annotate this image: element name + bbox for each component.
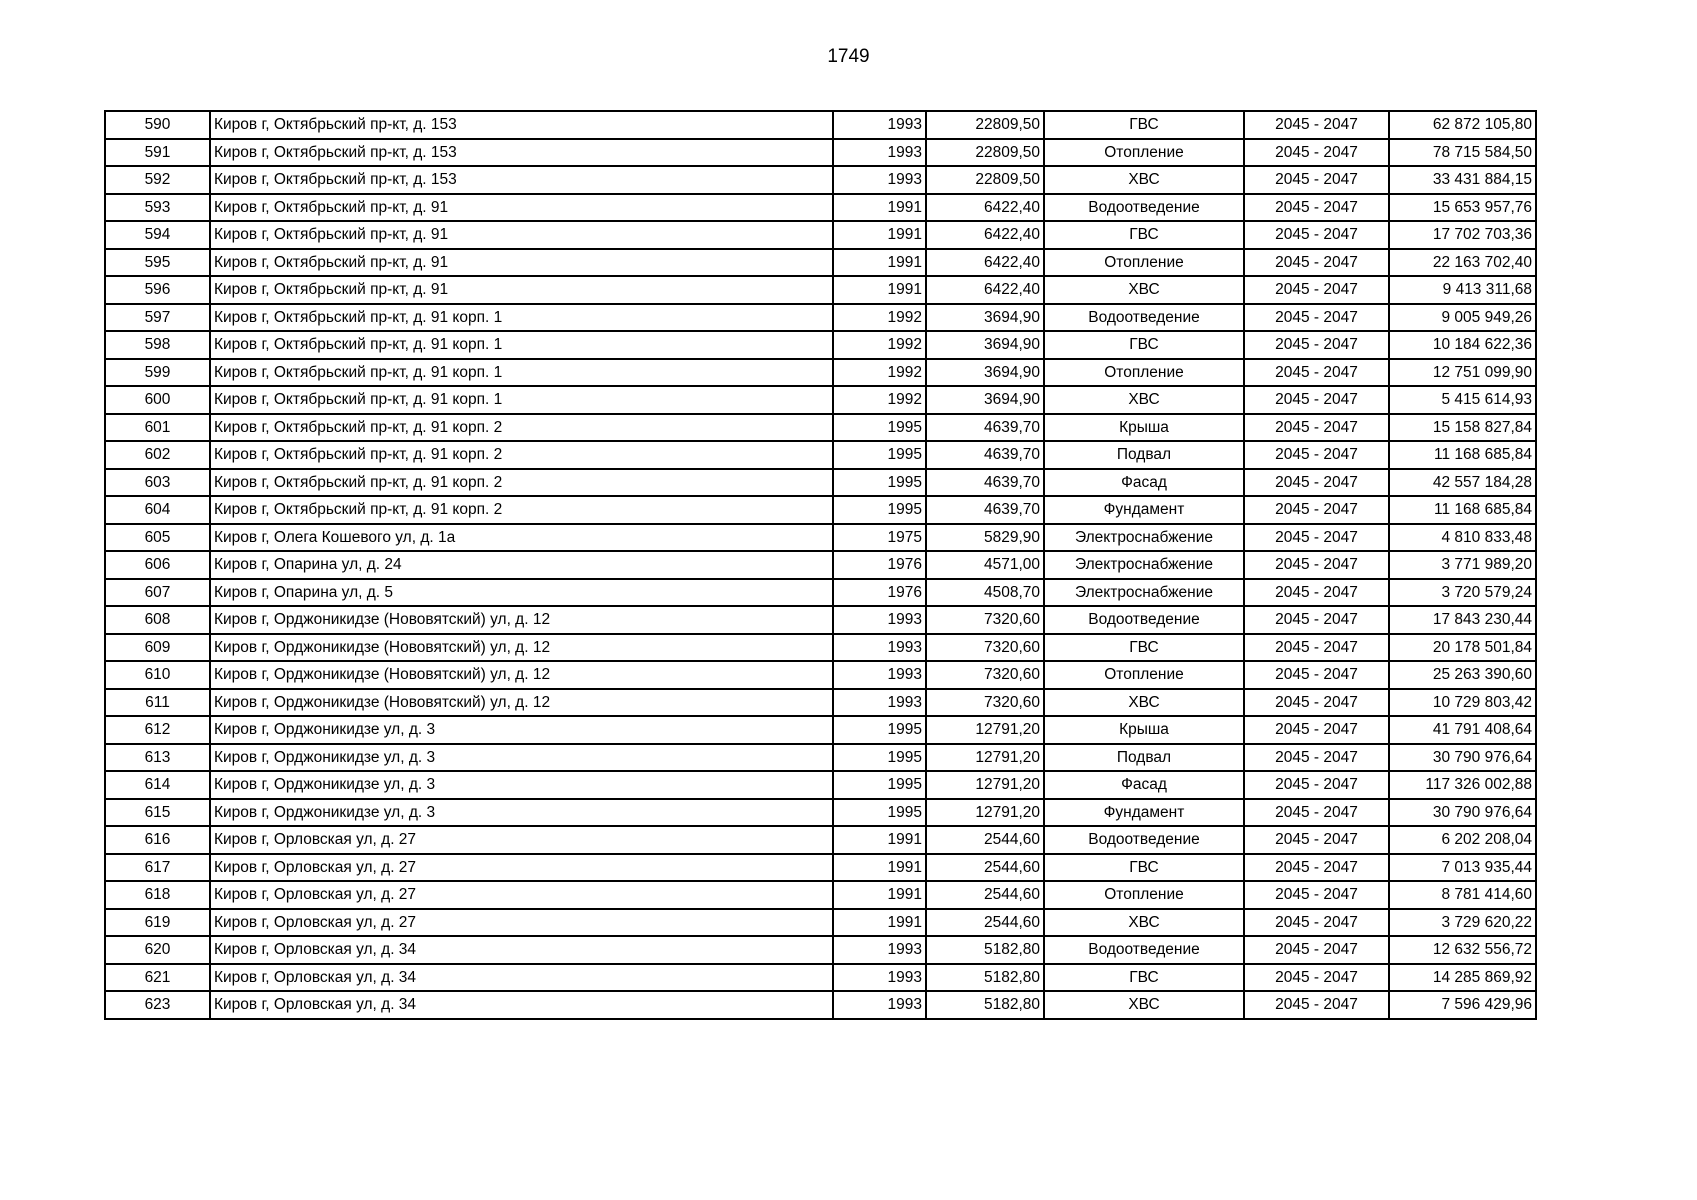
- table-row: [105, 414, 1536, 442]
- work-type-cell: ХВС: [1044, 166, 1244, 194]
- cost-cell: 10 729 803,42: [1389, 689, 1536, 717]
- row-number-cell: 616: [105, 826, 210, 854]
- row-number-cell: 590: [105, 111, 210, 139]
- period-cell: 2045 - 2047: [1244, 909, 1389, 937]
- year-built-cell: 1993: [833, 634, 926, 662]
- work-type-cell: Отопление: [1044, 359, 1244, 387]
- page-number: 1749: [827, 46, 870, 67]
- period-cell: 2045 - 2047: [1244, 799, 1389, 827]
- table-row: [105, 771, 1536, 799]
- period-cell: 2045 - 2047: [1244, 964, 1389, 992]
- row-number-cell: 612: [105, 716, 210, 744]
- address-cell: Киров г, Орловская ул, д. 34: [210, 936, 833, 964]
- work-type-cell: Водоотведение: [1044, 606, 1244, 634]
- year-built-cell: 1992: [833, 304, 926, 332]
- area-cell: 2544,60: [926, 826, 1044, 854]
- period-cell: 2045 - 2047: [1244, 139, 1389, 167]
- period-cell: 2045 - 2047: [1244, 744, 1389, 772]
- table-row: [105, 964, 1536, 992]
- year-built-cell: 1995: [833, 496, 926, 524]
- cost-cell: 11 168 685,84: [1389, 496, 1536, 524]
- table-row: [105, 826, 1536, 854]
- address-cell: Киров г, Октябрьский пр-кт, д. 91: [210, 221, 833, 249]
- table-body: [105, 111, 1536, 1019]
- year-built-cell: 1995: [833, 771, 926, 799]
- year-built-cell: 1991: [833, 854, 926, 882]
- cost-cell: 62 872 105,80: [1389, 111, 1536, 139]
- address-cell: Киров г, Орджоникидзе (Нововятский) ул, д. 12: [210, 689, 833, 717]
- table-row: [105, 139, 1536, 167]
- cost-cell: 3 720 579,24: [1389, 579, 1536, 607]
- cost-cell: 15 158 827,84: [1389, 414, 1536, 442]
- address-cell: Киров г, Октябрьский пр-кт, д. 153: [210, 139, 833, 167]
- work-type-cell: ГВС: [1044, 964, 1244, 992]
- cost-cell: 25 263 390,60: [1389, 661, 1536, 689]
- row-number-cell: 593: [105, 194, 210, 222]
- row-number-cell: 621: [105, 964, 210, 992]
- work-type-cell: ХВС: [1044, 689, 1244, 717]
- table-row: [105, 661, 1536, 689]
- address-cell: Киров г, Октябрьский пр-кт, д. 91 корп. 1: [210, 359, 833, 387]
- row-number-cell: 599: [105, 359, 210, 387]
- address-cell: Киров г, Октябрьский пр-кт, д. 91: [210, 276, 833, 304]
- work-type-cell: Электроснабжение: [1044, 524, 1244, 552]
- area-cell: 4639,70: [926, 469, 1044, 497]
- row-number-cell: 617: [105, 854, 210, 882]
- period-cell: 2045 - 2047: [1244, 634, 1389, 662]
- table-row: [105, 744, 1536, 772]
- cost-cell: 9 005 949,26: [1389, 304, 1536, 332]
- cost-cell: 22 163 702,40: [1389, 249, 1536, 277]
- row-number-cell: 619: [105, 909, 210, 937]
- area-cell: 12791,20: [926, 771, 1044, 799]
- address-cell: Киров г, Орловская ул, д. 34: [210, 991, 833, 1019]
- row-number-cell: 611: [105, 689, 210, 717]
- area-cell: 6422,40: [926, 221, 1044, 249]
- period-cell: 2045 - 2047: [1244, 524, 1389, 552]
- area-cell: 3694,90: [926, 386, 1044, 414]
- address-cell: Киров г, Орджоникидзе ул, д. 3: [210, 799, 833, 827]
- period-cell: 2045 - 2047: [1244, 991, 1389, 1019]
- area-cell: 5182,80: [926, 936, 1044, 964]
- work-type-cell: ХВС: [1044, 276, 1244, 304]
- area-cell: 4639,70: [926, 441, 1044, 469]
- year-built-cell: 1993: [833, 936, 926, 964]
- year-built-cell: 1991: [833, 909, 926, 937]
- table-row: [105, 386, 1536, 414]
- cost-cell: 3 771 989,20: [1389, 551, 1536, 579]
- area-cell: 22809,50: [926, 139, 1044, 167]
- table-row: [105, 909, 1536, 937]
- table-row: [105, 249, 1536, 277]
- address-cell: Киров г, Октябрьский пр-кт, д. 91: [210, 194, 833, 222]
- year-built-cell: 1993: [833, 964, 926, 992]
- table-row: [105, 936, 1536, 964]
- address-cell: Киров г, Октябрьский пр-кт, д. 91 корп. 1: [210, 304, 833, 332]
- period-cell: 2045 - 2047: [1244, 826, 1389, 854]
- table-row: [105, 194, 1536, 222]
- period-cell: 2045 - 2047: [1244, 661, 1389, 689]
- work-type-cell: ХВС: [1044, 909, 1244, 937]
- row-number-cell: 594: [105, 221, 210, 249]
- year-built-cell: 1975: [833, 524, 926, 552]
- table-row: [105, 304, 1536, 332]
- address-cell: Киров г, Орджоникидзе ул, д. 3: [210, 744, 833, 772]
- year-built-cell: 1993: [833, 689, 926, 717]
- address-cell: Киров г, Орловская ул, д. 27: [210, 909, 833, 937]
- row-number-cell: 601: [105, 414, 210, 442]
- year-built-cell: 1992: [833, 386, 926, 414]
- cost-cell: 7 013 935,44: [1389, 854, 1536, 882]
- period-cell: 2045 - 2047: [1244, 166, 1389, 194]
- table-row: [105, 716, 1536, 744]
- area-cell: 22809,50: [926, 111, 1044, 139]
- period-cell: 2045 - 2047: [1244, 469, 1389, 497]
- table-row: [105, 331, 1536, 359]
- area-cell: 4508,70: [926, 579, 1044, 607]
- address-cell: Киров г, Октябрьский пр-кт, д. 91 корп. 2: [210, 441, 833, 469]
- period-cell: 2045 - 2047: [1244, 606, 1389, 634]
- work-type-cell: Подвал: [1044, 441, 1244, 469]
- area-cell: 12791,20: [926, 716, 1044, 744]
- year-built-cell: 1991: [833, 221, 926, 249]
- row-number-cell: 614: [105, 771, 210, 799]
- table-row: [105, 166, 1536, 194]
- cost-cell: 7 596 429,96: [1389, 991, 1536, 1019]
- row-number-cell: 591: [105, 139, 210, 167]
- area-cell: 7320,60: [926, 606, 1044, 634]
- area-cell: 3694,90: [926, 359, 1044, 387]
- year-built-cell: 1991: [833, 276, 926, 304]
- work-type-cell: Отопление: [1044, 139, 1244, 167]
- area-cell: 22809,50: [926, 166, 1044, 194]
- work-type-cell: ГВС: [1044, 634, 1244, 662]
- address-cell: Киров г, Орджоникидзе ул, д. 3: [210, 716, 833, 744]
- cost-cell: 9 413 311,68: [1389, 276, 1536, 304]
- year-built-cell: 1993: [833, 991, 926, 1019]
- row-number-cell: 609: [105, 634, 210, 662]
- year-built-cell: 1995: [833, 441, 926, 469]
- work-type-cell: ГВС: [1044, 111, 1244, 139]
- work-type-cell: Водоотведение: [1044, 194, 1244, 222]
- address-cell: Киров г, Октябрьский пр-кт, д. 91: [210, 249, 833, 277]
- work-type-cell: Фундамент: [1044, 496, 1244, 524]
- area-cell: 12791,20: [926, 744, 1044, 772]
- address-cell: Киров г, Опарина ул, д. 5: [210, 579, 833, 607]
- cost-cell: 12 632 556,72: [1389, 936, 1536, 964]
- period-cell: 2045 - 2047: [1244, 276, 1389, 304]
- work-type-cell: Крыша: [1044, 716, 1244, 744]
- area-cell: 2544,60: [926, 909, 1044, 937]
- year-built-cell: 1991: [833, 826, 926, 854]
- cost-cell: 17 702 703,36: [1389, 221, 1536, 249]
- cost-cell: 10 184 622,36: [1389, 331, 1536, 359]
- cost-cell: 41 791 408,64: [1389, 716, 1536, 744]
- work-type-cell: ГВС: [1044, 221, 1244, 249]
- period-cell: 2045 - 2047: [1244, 716, 1389, 744]
- row-number-cell: 598: [105, 331, 210, 359]
- address-cell: Киров г, Олега Кошевого ул, д. 1а: [210, 524, 833, 552]
- year-built-cell: 1993: [833, 139, 926, 167]
- year-built-cell: 1976: [833, 551, 926, 579]
- work-type-cell: Отопление: [1044, 249, 1244, 277]
- table-row: [105, 469, 1536, 497]
- table-row: [105, 799, 1536, 827]
- period-cell: 2045 - 2047: [1244, 689, 1389, 717]
- cost-cell: 117 326 002,88: [1389, 771, 1536, 799]
- data-table: [104, 110, 1537, 1020]
- cost-cell: 14 285 869,92: [1389, 964, 1536, 992]
- address-cell: Киров г, Орловская ул, д. 27: [210, 854, 833, 882]
- address-cell: Киров г, Опарина ул, д. 24: [210, 551, 833, 579]
- row-number-cell: 600: [105, 386, 210, 414]
- address-cell: Киров г, Орловская ул, д. 27: [210, 826, 833, 854]
- row-number-cell: 620: [105, 936, 210, 964]
- row-number-cell: 602: [105, 441, 210, 469]
- period-cell: 2045 - 2047: [1244, 579, 1389, 607]
- table-row: [105, 276, 1536, 304]
- cost-cell: 11 168 685,84: [1389, 441, 1536, 469]
- cost-cell: 30 790 976,64: [1389, 799, 1536, 827]
- work-type-cell: Электроснабжение: [1044, 579, 1244, 607]
- area-cell: 6422,40: [926, 249, 1044, 277]
- address-cell: Киров г, Орловская ул, д. 27: [210, 881, 833, 909]
- table-row: [105, 579, 1536, 607]
- work-type-cell: Водоотведение: [1044, 936, 1244, 964]
- table-row: [105, 634, 1536, 662]
- work-type-cell: Отопление: [1044, 661, 1244, 689]
- row-number-cell: 623: [105, 991, 210, 1019]
- period-cell: 2045 - 2047: [1244, 359, 1389, 387]
- work-type-cell: Подвал: [1044, 744, 1244, 772]
- table-row: [105, 524, 1536, 552]
- cost-cell: 78 715 584,50: [1389, 139, 1536, 167]
- year-built-cell: 1993: [833, 661, 926, 689]
- period-cell: 2045 - 2047: [1244, 414, 1389, 442]
- area-cell: 5182,80: [926, 964, 1044, 992]
- table-row: [105, 111, 1536, 139]
- work-type-cell: Фасад: [1044, 771, 1244, 799]
- row-number-cell: 596: [105, 276, 210, 304]
- area-cell: 5829,90: [926, 524, 1044, 552]
- period-cell: 2045 - 2047: [1244, 496, 1389, 524]
- row-number-cell: 618: [105, 881, 210, 909]
- row-number-cell: 595: [105, 249, 210, 277]
- table-row: [105, 496, 1536, 524]
- area-cell: 7320,60: [926, 689, 1044, 717]
- work-type-cell: Водоотведение: [1044, 304, 1244, 332]
- cost-cell: 3 729 620,22: [1389, 909, 1536, 937]
- year-built-cell: 1991: [833, 194, 926, 222]
- area-cell: 7320,60: [926, 634, 1044, 662]
- address-cell: Киров г, Орджоникидзе (Нововятский) ул, д. 12: [210, 661, 833, 689]
- cost-cell: 42 557 184,28: [1389, 469, 1536, 497]
- year-built-cell: 1976: [833, 579, 926, 607]
- year-built-cell: 1993: [833, 606, 926, 634]
- address-cell: Киров г, Орджоникидзе (Нововятский) ул, д. 12: [210, 606, 833, 634]
- area-cell: 12791,20: [926, 799, 1044, 827]
- table-row: [105, 881, 1536, 909]
- work-type-cell: ГВС: [1044, 854, 1244, 882]
- cost-cell: 8 781 414,60: [1389, 881, 1536, 909]
- table-row: [105, 221, 1536, 249]
- work-type-cell: Крыша: [1044, 414, 1244, 442]
- area-cell: 2544,60: [926, 854, 1044, 882]
- area-cell: 6422,40: [926, 194, 1044, 222]
- year-built-cell: 1992: [833, 331, 926, 359]
- period-cell: 2045 - 2047: [1244, 221, 1389, 249]
- work-type-cell: ГВС: [1044, 331, 1244, 359]
- period-cell: 2045 - 2047: [1244, 386, 1389, 414]
- work-type-cell: Отопление: [1044, 881, 1244, 909]
- year-built-cell: 1992: [833, 359, 926, 387]
- area-cell: 4639,70: [926, 496, 1044, 524]
- address-cell: Киров г, Орджоникидзе ул, д. 3: [210, 771, 833, 799]
- cost-cell: 12 751 099,90: [1389, 359, 1536, 387]
- address-cell: Киров г, Октябрьский пр-кт, д. 91 корп. 1: [210, 386, 833, 414]
- row-number-cell: 604: [105, 496, 210, 524]
- table-row: [105, 854, 1536, 882]
- cost-cell: 30 790 976,64: [1389, 744, 1536, 772]
- area-cell: 3694,90: [926, 331, 1044, 359]
- work-type-cell: Водоотведение: [1044, 826, 1244, 854]
- row-number-cell: 610: [105, 661, 210, 689]
- year-built-cell: 1995: [833, 469, 926, 497]
- area-cell: 6422,40: [926, 276, 1044, 304]
- row-number-cell: 606: [105, 551, 210, 579]
- work-type-cell: Фундамент: [1044, 799, 1244, 827]
- table-row: [105, 441, 1536, 469]
- period-cell: 2045 - 2047: [1244, 194, 1389, 222]
- period-cell: 2045 - 2047: [1244, 304, 1389, 332]
- period-cell: 2045 - 2047: [1244, 249, 1389, 277]
- cost-cell: 20 178 501,84: [1389, 634, 1536, 662]
- cost-cell: 6 202 208,04: [1389, 826, 1536, 854]
- year-built-cell: 1993: [833, 111, 926, 139]
- period-cell: 2045 - 2047: [1244, 771, 1389, 799]
- address-cell: Киров г, Октябрьский пр-кт, д. 153: [210, 111, 833, 139]
- year-built-cell: 1995: [833, 716, 926, 744]
- address-cell: Киров г, Октябрьский пр-кт, д. 91 корп. 2: [210, 496, 833, 524]
- work-type-cell: Электроснабжение: [1044, 551, 1244, 579]
- year-built-cell: 1993: [833, 166, 926, 194]
- year-built-cell: 1995: [833, 744, 926, 772]
- row-number-cell: 597: [105, 304, 210, 332]
- area-cell: 7320,60: [926, 661, 1044, 689]
- work-type-cell: ХВС: [1044, 386, 1244, 414]
- period-cell: 2045 - 2047: [1244, 551, 1389, 579]
- address-cell: Киров г, Октябрьский пр-кт, д. 91 корп. 2: [210, 469, 833, 497]
- work-type-cell: ХВС: [1044, 991, 1244, 1019]
- year-built-cell: 1995: [833, 414, 926, 442]
- period-cell: 2045 - 2047: [1244, 881, 1389, 909]
- table-row: [105, 991, 1536, 1019]
- row-number-cell: 592: [105, 166, 210, 194]
- area-cell: 4571,00: [926, 551, 1044, 579]
- table-row: [105, 606, 1536, 634]
- year-built-cell: 1995: [833, 799, 926, 827]
- row-number-cell: 608: [105, 606, 210, 634]
- row-number-cell: 603: [105, 469, 210, 497]
- area-cell: 4639,70: [926, 414, 1044, 442]
- area-cell: 5182,80: [926, 991, 1044, 1019]
- period-cell: 2045 - 2047: [1244, 854, 1389, 882]
- cost-cell: 15 653 957,76: [1389, 194, 1536, 222]
- row-number-cell: 615: [105, 799, 210, 827]
- period-cell: 2045 - 2047: [1244, 936, 1389, 964]
- area-cell: 3694,90: [926, 304, 1044, 332]
- address-cell: Киров г, Октябрьский пр-кт, д. 91 корп. 2: [210, 414, 833, 442]
- address-cell: Киров г, Орловская ул, д. 34: [210, 964, 833, 992]
- period-cell: 2045 - 2047: [1244, 441, 1389, 469]
- cost-cell: 4 810 833,48: [1389, 524, 1536, 552]
- row-number-cell: 605: [105, 524, 210, 552]
- period-cell: 2045 - 2047: [1244, 111, 1389, 139]
- address-cell: Киров г, Орджоникидзе (Нововятский) ул, д. 12: [210, 634, 833, 662]
- row-number-cell: 613: [105, 744, 210, 772]
- row-number-cell: 607: [105, 579, 210, 607]
- work-type-cell: Фасад: [1044, 469, 1244, 497]
- cost-cell: 5 415 614,93: [1389, 386, 1536, 414]
- cost-cell: 17 843 230,44: [1389, 606, 1536, 634]
- period-cell: 2045 - 2047: [1244, 331, 1389, 359]
- table-row: [105, 551, 1536, 579]
- year-built-cell: 1991: [833, 881, 926, 909]
- address-cell: Киров г, Октябрьский пр-кт, д. 153: [210, 166, 833, 194]
- cost-cell: 33 431 884,15: [1389, 166, 1536, 194]
- year-built-cell: 1991: [833, 249, 926, 277]
- area-cell: 2544,60: [926, 881, 1044, 909]
- table-row: [105, 689, 1536, 717]
- address-cell: Киров г, Октябрьский пр-кт, д. 91 корп. 1: [210, 331, 833, 359]
- table-row: [105, 359, 1536, 387]
